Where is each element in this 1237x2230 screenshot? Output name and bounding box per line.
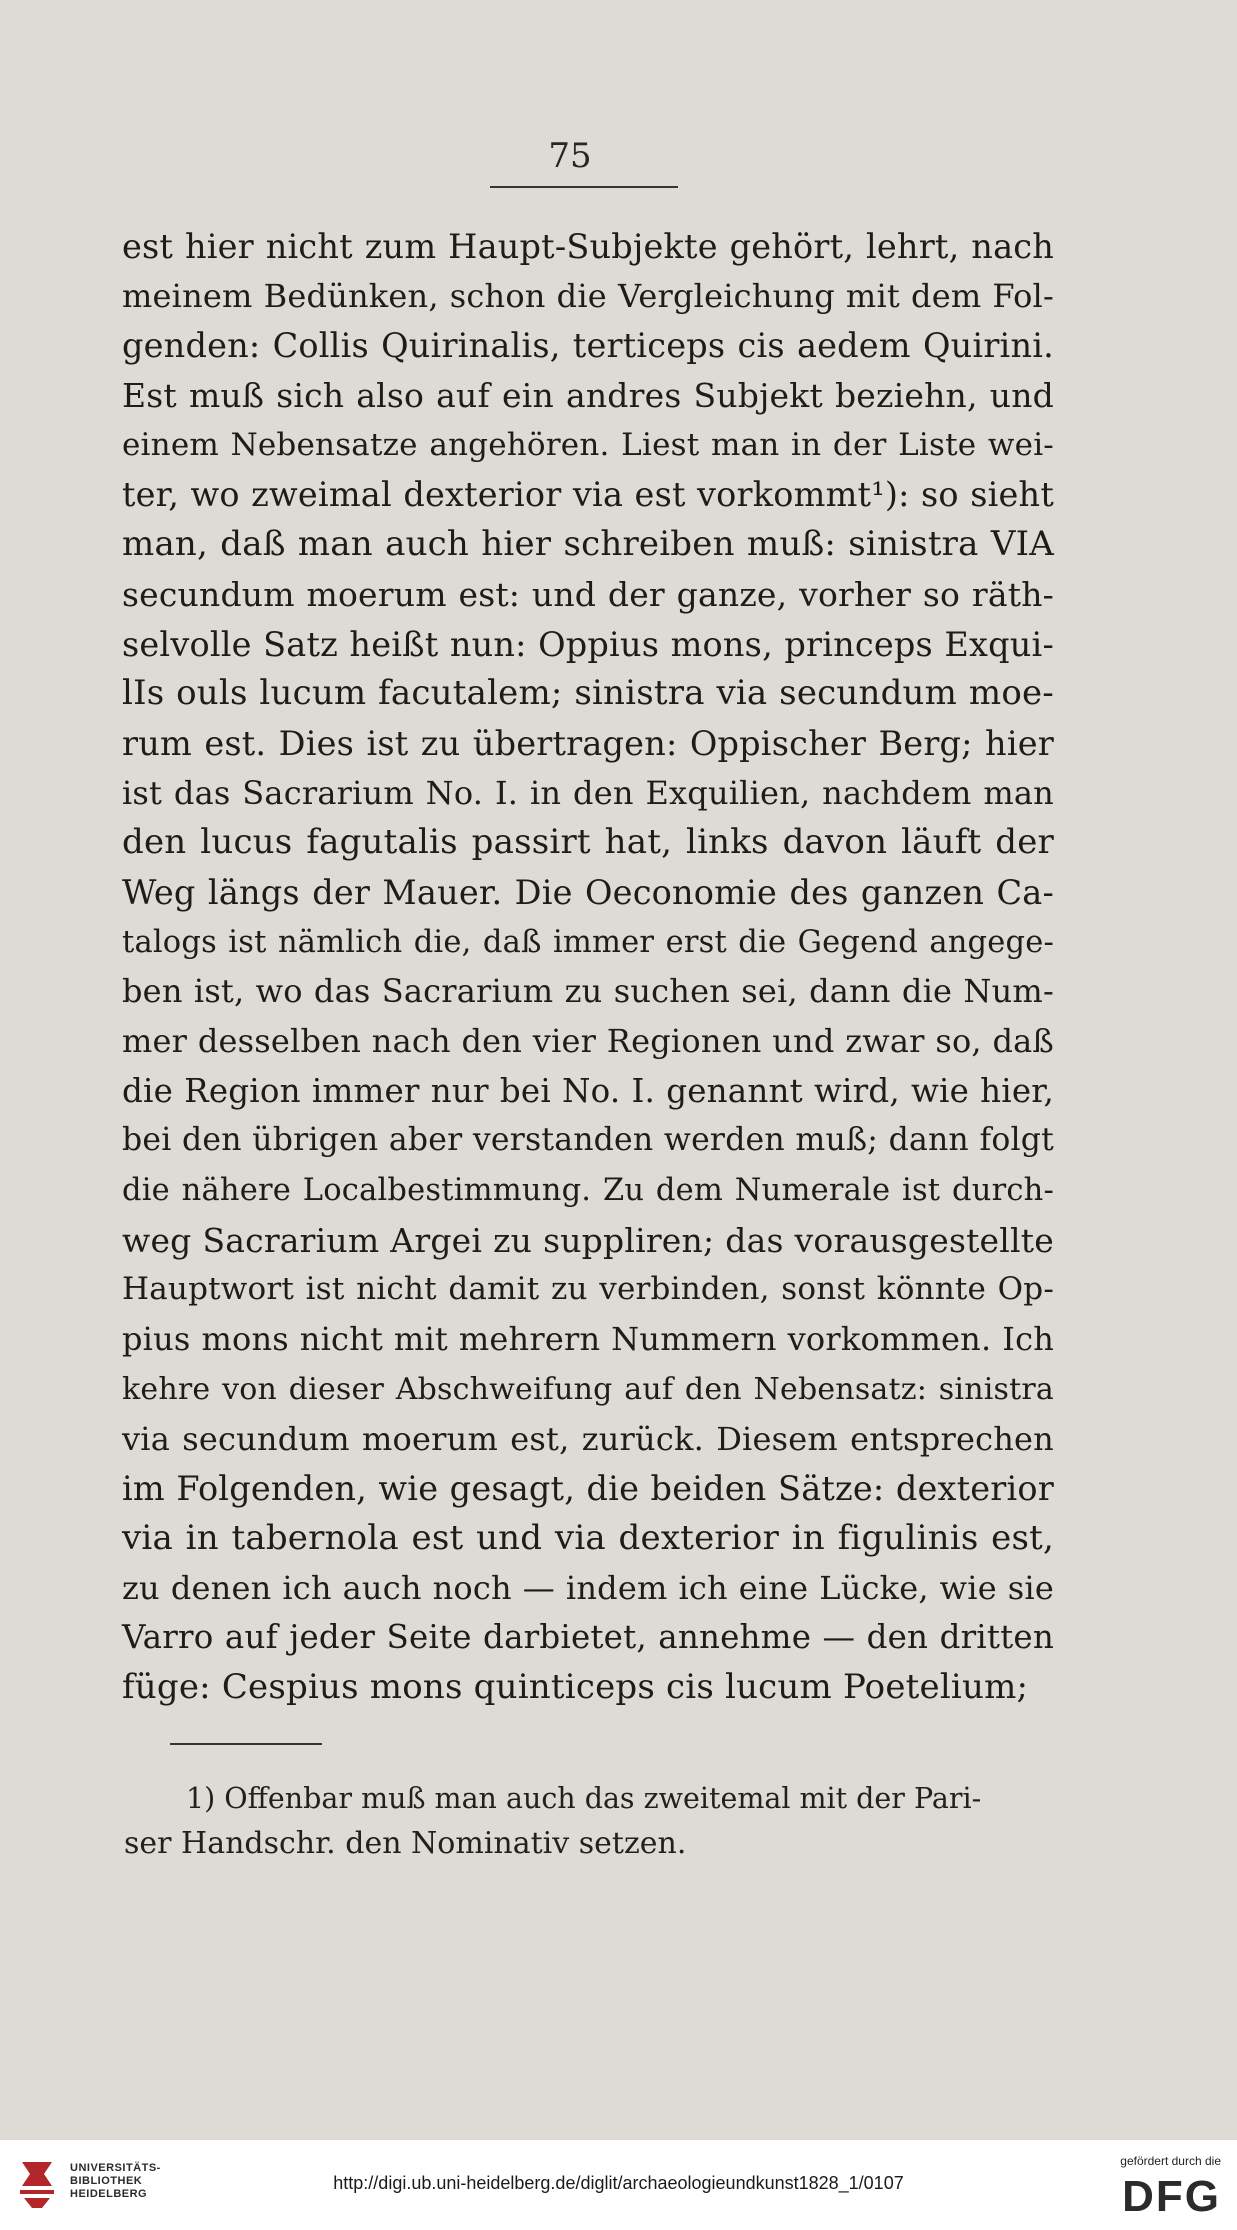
body-text [122,222,1054,1713]
text-line: genden: Collis Quirinalis, terticeps cis aedem Quirini. [122,326,1054,366]
text-line: bei den übrigen aber verstanden werden muß; dann folgt [122,1122,1054,1159]
text-line: weg Sacrarium Argei zu suppliren; das vorausgestellte [122,1220,1054,1260]
viewer-footer [0,2140,1237,2230]
text-line: zu denen ich auch noch — indem ich eine Lücke, wie sie [122,1568,1054,1607]
text-line: die Region immer nur bei No. I. genannt wird, wie hier, [122,1071,1054,1110]
permalink-url[interactable]: http://digi.ub.uni-heidelberg.de/diglit/archaeologieundkunst1828_1/0107 [333,2173,904,2193]
text-line: via in tabernola est und via dexterior in figulinis est, [122,1517,1054,1558]
text-line: ben ist, wo das Sacrarium zu suchen sei, dann die Num- [122,972,1054,1011]
text-line: füge: Cespius mons quinticeps cis lucum Poetelium; [122,1666,1029,1707]
footnote-rule [170,1743,322,1745]
text-line: talogs ist nämlich die, daß immer erst die Gegend angege- [122,924,1054,960]
page-number: 75 [548,136,592,176]
text-line: den lucus fagutalis passirt hat, links davon läuft der [122,822,1054,863]
header-rule [490,186,678,188]
footnote-line: ser Handschr. den Nominativ setzen. [124,1826,687,1861]
text-line: man, daß man auch hier schreiben muß: sinistra VIA [122,524,1054,565]
text-line: im Folgenden, wie gesagt, die beiden Sätze: dexterior [122,1469,1054,1509]
text-line: lIs ouls lucum facutalem; sinistra via secundum moe- [122,673,1054,714]
text-line: via secundum moerum est, zurück. Diesem entsprechen [122,1419,1054,1458]
footnote-line: 1) Offenbar muß man auch das zweitemal mit der Pari- [186,1782,982,1815]
text-line: rum est. Dies ist zu übertragen: Oppischer Berg; hier [122,723,1054,763]
text-line: pius mons nicht mit mehrern Nummern vorkommen. Ich [122,1320,1054,1359]
funded-by-label: gefördert durch die [1120,2154,1221,2168]
institution-name: UNIVERSITÄTS- BIBLIOTHEK HEIDELBERG [70,2162,161,2200]
text-line: est hier nicht zum Haupt-Subjekte gehört, lehrt, nach [122,227,1054,266]
text-line: Varro auf jeder Seite darbietet, annehme — den dritten [122,1618,1054,1657]
text-line: selvolle Satz heißt nun: Oppius mons, princeps Exqui- [122,624,1054,664]
text-line: Hauptwort ist nicht damit zu verbinden, sonst könnte Op- [122,1271,1054,1308]
text-line: die nähere Localbestimmung. Zu dem Numerale ist durch- [122,1173,1054,1209]
text-line: ter, wo zweimal dexterior via est vorkommt¹): so sieht [122,475,1054,515]
text-line: secundum moerum est: und der ganze, vorher so räth- [122,574,1054,614]
dfg-logo[interactable]: DFG [1122,2172,1221,2221]
text-line: meinem Bedünken, schon die Vergleichung mit dem Fol- [122,276,1054,315]
text-line: mer desselben nach den vier Regionen und zwar so, daß [122,1022,1054,1060]
text-line: Est muß sich also auf ein andres Subjekt beziehn, und [122,376,1054,416]
text-line: einem Nebensatze angehören. Liest man in der Liste wei- [122,426,1054,463]
footnotes [124,1776,1054,1866]
text-line: ist das Sacrarium No. I. in den Exquilien, nachdem man [122,773,1054,812]
text-line: kehre von dieser Abschweifung auf den Nebensatz: sinistra [122,1371,1054,1407]
text-line: Weg längs der Mauer. Die Oeconomie des ganzen Ca- [122,872,1054,912]
